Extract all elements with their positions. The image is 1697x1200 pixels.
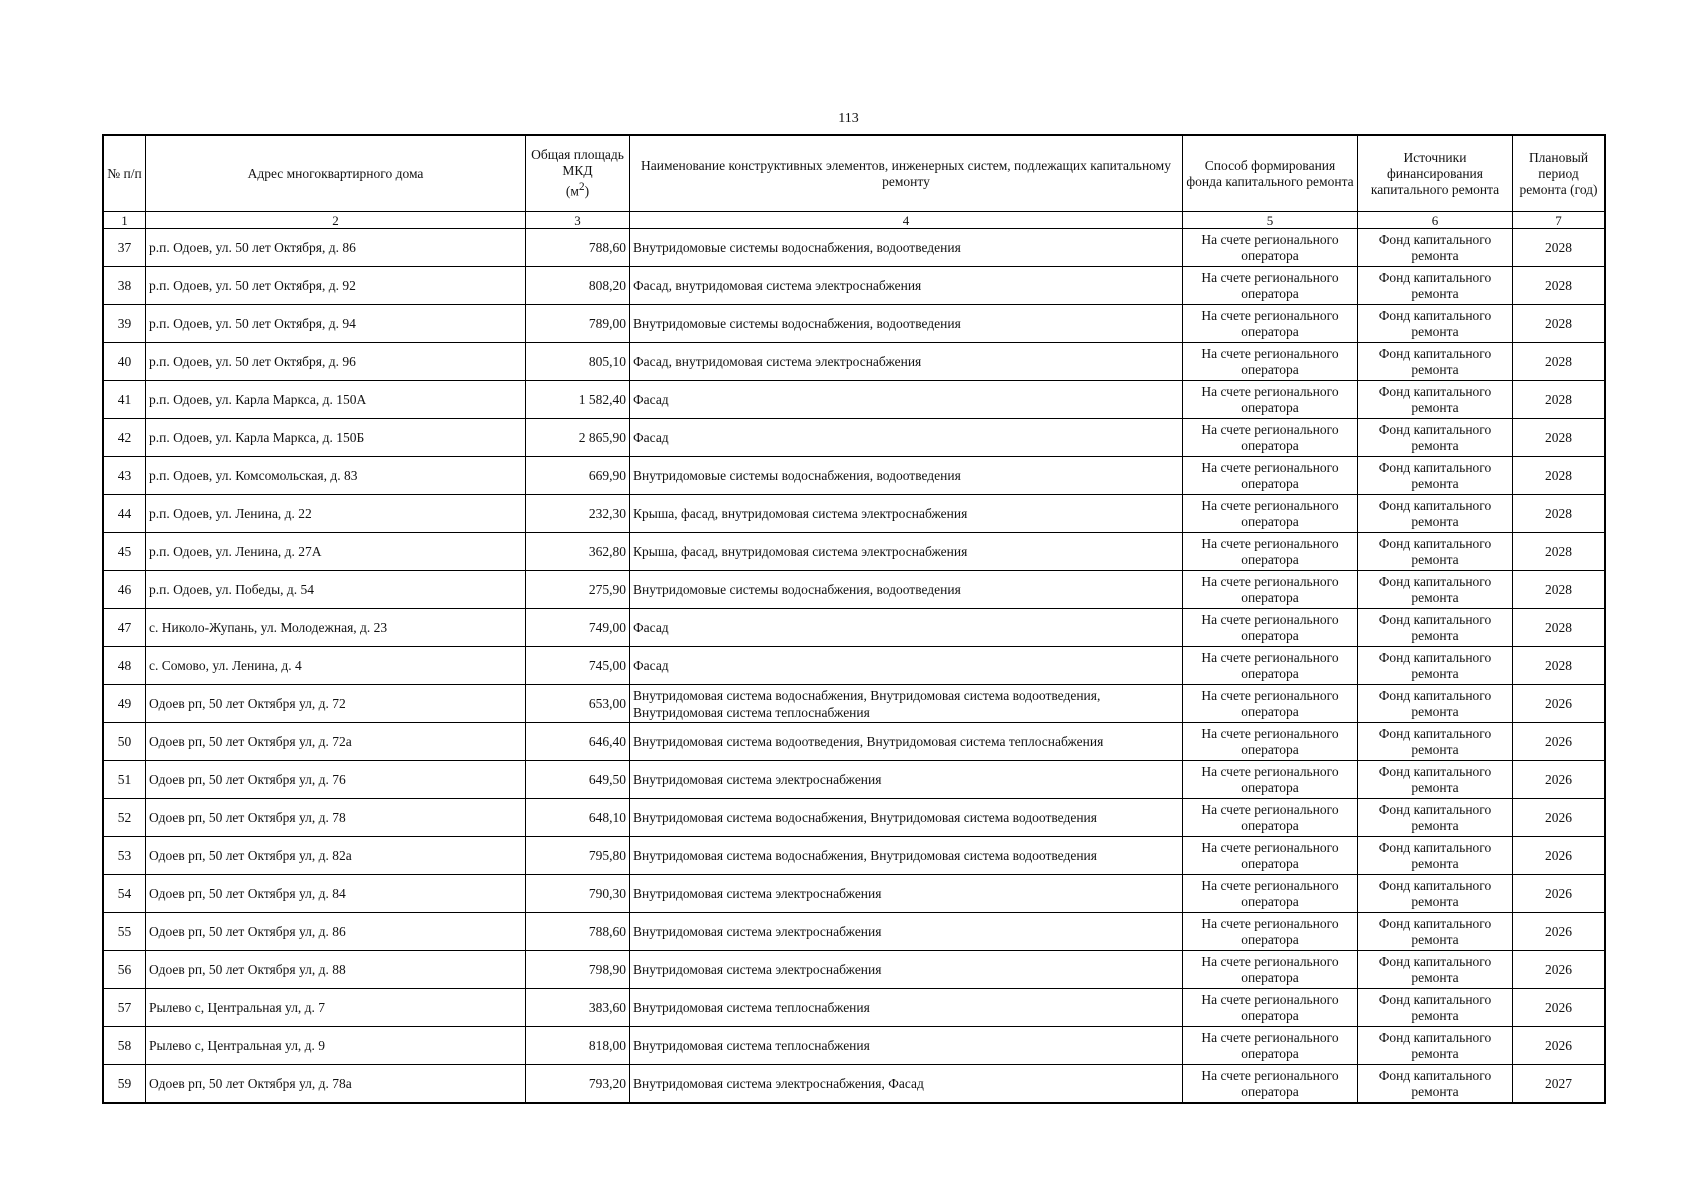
row-year: 2026: [1513, 723, 1605, 761]
row-year: 2028: [1513, 305, 1605, 343]
row-method: На счете регионального оператора: [1183, 1065, 1358, 1103]
row-method: На счете регионального оператора: [1183, 495, 1358, 533]
row-year: 2026: [1513, 761, 1605, 799]
row-address: Рылево с, Центральная ул, д. 9: [146, 1027, 526, 1065]
row-elements: Фасад: [630, 647, 1183, 685]
row-source: Фонд капитального ремонта: [1358, 723, 1513, 761]
row-year: 2026: [1513, 951, 1605, 989]
row-source: Фонд капитального ремонта: [1358, 989, 1513, 1027]
row-address: р.п. Одоев, ул. Карла Маркса, д. 150А: [146, 381, 526, 419]
row-method: На счете регионального оператора: [1183, 1027, 1358, 1065]
row-elements: Внутридомовая система водоснабжения, Внутридомовая система водоотведения, Внутридомовая система теплоснабжения: [630, 685, 1183, 723]
row-method: На счете регионального оператора: [1183, 609, 1358, 647]
row-number: 50: [104, 723, 146, 761]
row-area: 818,00: [526, 1027, 630, 1065]
row-elements: Крыша, фасад, внутридомовая система электроснабжения: [630, 533, 1183, 571]
row-method: На счете регионального оператора: [1183, 875, 1358, 913]
table-row: [104, 761, 1605, 799]
row-address: Одоев рп, 50 лет Октября ул, д. 86: [146, 913, 526, 951]
row-elements: Фасад: [630, 381, 1183, 419]
header-num: № п/п: [104, 136, 146, 212]
row-elements: Внутридомовая система электроснабжения: [630, 951, 1183, 989]
row-source: Фонд капитального ремонта: [1358, 609, 1513, 647]
row-elements: Фасад, внутридомовая система электроснабжения: [630, 343, 1183, 381]
row-address: Одоев рп, 50 лет Октября ул, д. 76: [146, 761, 526, 799]
row-area: 788,60: [526, 913, 630, 951]
column-number-row: [104, 212, 1605, 229]
row-elements: Внутридомовая система электроснабжения: [630, 875, 1183, 913]
row-address: р.п. Одоев, ул. Ленина, д. 27А: [146, 533, 526, 571]
row-source: Фонд капитального ремонта: [1358, 685, 1513, 723]
row-elements: Внутридомовые системы водоснабжения, водоотведения: [630, 305, 1183, 343]
row-elements: Фасад: [630, 419, 1183, 457]
row-area: 1 582,40: [526, 381, 630, 419]
header-area-unit: (м: [565, 183, 579, 199]
row-address: р.п. Одоев, ул. 50 лет Октября, д. 94: [146, 305, 526, 343]
row-method: На счете регионального оператора: [1183, 229, 1358, 267]
row-number: 51: [104, 761, 146, 799]
column-number: 1: [104, 212, 146, 229]
row-area: 232,30: [526, 495, 630, 533]
row-number: 49: [104, 685, 146, 723]
table-row: [104, 799, 1605, 837]
row-address: с. Николо-Жупань, ул. Молодежная, д. 23: [146, 609, 526, 647]
table-row: [104, 1065, 1605, 1103]
row-method: На счете регионального оператора: [1183, 381, 1358, 419]
row-number: 40: [104, 343, 146, 381]
row-elements: Внутридомовая система водоотведения, Внутридомовая система теплоснабжения: [630, 723, 1183, 761]
row-number: 41: [104, 381, 146, 419]
row-area: 790,30: [526, 875, 630, 913]
row-method: На счете регионального оператора: [1183, 913, 1358, 951]
row-year: 2026: [1513, 837, 1605, 875]
row-area: 383,60: [526, 989, 630, 1027]
table-row: [104, 647, 1605, 685]
row-area: 362,80: [526, 533, 630, 571]
row-year: 2028: [1513, 495, 1605, 533]
table-body: [104, 229, 1605, 1103]
row-source: Фонд капитального ремонта: [1358, 1027, 1513, 1065]
row-year: 2028: [1513, 533, 1605, 571]
row-method: На счете регионального оператора: [1183, 267, 1358, 305]
row-year: 2026: [1513, 913, 1605, 951]
row-number: 58: [104, 1027, 146, 1065]
table-row: [104, 875, 1605, 913]
row-elements: Внутридомовая система водоснабжения, Внутридомовая система водоотведения: [630, 799, 1183, 837]
row-address: р.п. Одоев, ул. 50 лет Октября, д. 96: [146, 343, 526, 381]
row-source: Фонд капитального ремонта: [1358, 267, 1513, 305]
row-year: 2028: [1513, 457, 1605, 495]
row-number: 37: [104, 229, 146, 267]
repair-schedule-table: [103, 135, 1605, 1103]
row-area: 653,00: [526, 685, 630, 723]
table-row: [104, 723, 1605, 761]
row-number: 42: [104, 419, 146, 457]
row-address: Одоев рп, 50 лет Октября ул, д. 78а: [146, 1065, 526, 1103]
row-area: 745,00: [526, 647, 630, 685]
row-elements: Внутридомовые системы водоснабжения, водоотведения: [630, 457, 1183, 495]
row-source: Фонд капитального ремонта: [1358, 1065, 1513, 1103]
table-row: [104, 533, 1605, 571]
row-area: 649,50: [526, 761, 630, 799]
row-source: Фонд капитального ремонта: [1358, 951, 1513, 989]
row-area: 798,90: [526, 951, 630, 989]
row-elements: Крыша, фасад, внутридомовая система электроснабжения: [630, 495, 1183, 533]
row-method: На счете регионального оператора: [1183, 799, 1358, 837]
table-row: [104, 685, 1605, 723]
row-source: Фонд капитального ремонта: [1358, 837, 1513, 875]
row-area: 669,90: [526, 457, 630, 495]
row-source: Фонд капитального ремонта: [1358, 875, 1513, 913]
row-area: 788,60: [526, 229, 630, 267]
row-address: Рылево с, Центральная ул, д. 7: [146, 989, 526, 1027]
row-number: 44: [104, 495, 146, 533]
row-area: 805,10: [526, 343, 630, 381]
row-number: 57: [104, 989, 146, 1027]
header-area-sup: 2: [578, 181, 585, 194]
table-row: [104, 951, 1605, 989]
header-area-close: ): [584, 183, 590, 199]
row-number: 39: [104, 305, 146, 343]
row-elements: Внутридомовые системы водоснабжения, водоотведения: [630, 229, 1183, 267]
row-source: Фонд капитального ремонта: [1358, 533, 1513, 571]
page-number: 113: [838, 111, 859, 126]
row-number: 56: [104, 951, 146, 989]
row-source: Фонд капитального ремонта: [1358, 761, 1513, 799]
row-address: р.п. Одоев, ул. Комсомольская, д. 83: [146, 457, 526, 495]
row-source: Фонд капитального ремонта: [1358, 343, 1513, 381]
header-period: Плановый период ремонта (год): [1513, 136, 1605, 212]
column-number: 3: [526, 212, 630, 229]
row-number: 47: [104, 609, 146, 647]
row-source: Фонд капитального ремонта: [1358, 647, 1513, 685]
row-number: 59: [104, 1065, 146, 1103]
row-elements: Внутридомовая система электроснабжения, Фасад: [630, 1065, 1183, 1103]
row-method: На счете регионального оператора: [1183, 457, 1358, 495]
row-year: 2026: [1513, 1027, 1605, 1065]
column-number: 7: [1513, 212, 1605, 229]
row-source: Фонд капитального ремонта: [1358, 419, 1513, 457]
table-row: [104, 343, 1605, 381]
table-row: [104, 571, 1605, 609]
table-row: [104, 381, 1605, 419]
column-number: 4: [630, 212, 1183, 229]
row-address: Одоев рп, 50 лет Октября ул, д. 82а: [146, 837, 526, 875]
table-row: [104, 1027, 1605, 1065]
row-address: р.п. Одоев, ул. Победы, д. 54: [146, 571, 526, 609]
row-source: Фонд капитального ремонта: [1358, 229, 1513, 267]
row-number: 43: [104, 457, 146, 495]
row-area: 808,20: [526, 267, 630, 305]
row-address: Одоев рп, 50 лет Октября ул, д. 72а: [146, 723, 526, 761]
row-elements: Фасад, внутридомовая система электроснабжения: [630, 267, 1183, 305]
table-row: [104, 229, 1605, 267]
table-row: [104, 457, 1605, 495]
row-area: 795,80: [526, 837, 630, 875]
table-row: [104, 419, 1605, 457]
row-elements: Внутридомовая система электроснабжения: [630, 761, 1183, 799]
row-area: 793,20: [526, 1065, 630, 1103]
row-method: На счете регионального оператора: [1183, 533, 1358, 571]
row-year: 2027: [1513, 1065, 1605, 1103]
row-number: 52: [104, 799, 146, 837]
table-row: [104, 495, 1605, 533]
header-row: [104, 136, 1605, 212]
row-area: 648,10: [526, 799, 630, 837]
column-number: 6: [1358, 212, 1513, 229]
row-year: 2026: [1513, 875, 1605, 913]
row-source: Фонд капитального ремонта: [1358, 495, 1513, 533]
row-elements: Фасад: [630, 609, 1183, 647]
row-year: 2028: [1513, 571, 1605, 609]
column-number: 2: [146, 212, 526, 229]
table-row: [104, 837, 1605, 875]
row-address: р.п. Одоев, ул. Ленина, д. 22: [146, 495, 526, 533]
row-elements: Внутридомовая система теплоснабжения: [630, 1027, 1183, 1065]
row-source: Фонд капитального ремонта: [1358, 457, 1513, 495]
row-number: 53: [104, 837, 146, 875]
row-source: Фонд капитального ремонта: [1358, 381, 1513, 419]
header-source: Источники финансирования капитального ремонта: [1358, 136, 1513, 212]
row-area: 749,00: [526, 609, 630, 647]
row-number: 38: [104, 267, 146, 305]
row-address: р.п. Одоев, ул. 50 лет Октября, д. 92: [146, 267, 526, 305]
row-source: Фонд капитального ремонта: [1358, 799, 1513, 837]
row-year: 2028: [1513, 419, 1605, 457]
table-row: [104, 267, 1605, 305]
row-area: 275,90: [526, 571, 630, 609]
row-year: 2026: [1513, 799, 1605, 837]
row-method: На счете регионального оператора: [1183, 837, 1358, 875]
row-year: 2028: [1513, 229, 1605, 267]
row-source: Фонд капитального ремонта: [1358, 913, 1513, 951]
header-address: Адрес многоквартирного дома: [146, 136, 526, 212]
row-elements: Внутридомовая система водоснабжения, Внутридомовая система водоотведения: [630, 837, 1183, 875]
header-method: Способ формирования фонда капитального ремонта: [1183, 136, 1358, 212]
column-number: 5: [1183, 212, 1358, 229]
row-method: На счете регионального оператора: [1183, 647, 1358, 685]
row-year: 2026: [1513, 685, 1605, 723]
row-address: Одоев рп, 50 лет Октября ул, д. 84: [146, 875, 526, 913]
row-method: На счете регионального оператора: [1183, 685, 1358, 723]
row-year: 2028: [1513, 381, 1605, 419]
row-address: р.п. Одоев, ул. 50 лет Октября, д. 86: [146, 229, 526, 267]
row-year: 2028: [1513, 267, 1605, 305]
row-method: На счете регионального оператора: [1183, 989, 1358, 1027]
row-number: 55: [104, 913, 146, 951]
header-area: [526, 136, 630, 212]
row-area: 789,00: [526, 305, 630, 343]
row-year: 2028: [1513, 343, 1605, 381]
row-address: Одоев рп, 50 лет Октября ул, д. 72: [146, 685, 526, 723]
row-elements: Внутридомовая система электроснабжения: [630, 913, 1183, 951]
header-area-main: Общая площадь МКД: [531, 147, 624, 179]
row-year: 2028: [1513, 609, 1605, 647]
row-year: 2028: [1513, 647, 1605, 685]
row-area: 2 865,90: [526, 419, 630, 457]
row-address: Одоев рп, 50 лет Октября ул, д. 88: [146, 951, 526, 989]
row-method: На счете регионального оператора: [1183, 419, 1358, 457]
row-address: с. Сомово, ул. Ленина, д. 4: [146, 647, 526, 685]
table-row: [104, 609, 1605, 647]
row-method: На счете регионального оператора: [1183, 571, 1358, 609]
row-method: На счете регионального оператора: [1183, 761, 1358, 799]
table-row: [104, 305, 1605, 343]
table-row: [104, 989, 1605, 1027]
row-source: Фонд капитального ремонта: [1358, 571, 1513, 609]
table-row: [104, 913, 1605, 951]
row-method: На счете регионального оператора: [1183, 343, 1358, 381]
row-method: На счете регионального оператора: [1183, 723, 1358, 761]
row-method: На счете регионального оператора: [1183, 305, 1358, 343]
row-number: 54: [104, 875, 146, 913]
row-elements: Внутридомовая система теплоснабжения: [630, 989, 1183, 1027]
row-number: 45: [104, 533, 146, 571]
row-number: 48: [104, 647, 146, 685]
header-elements: Наименование конструктивных элементов, инженерных систем, подлежащих капитальному ремонту: [630, 136, 1183, 212]
row-source: Фонд капитального ремонта: [1358, 305, 1513, 343]
row-number: 46: [104, 571, 146, 609]
row-area: 646,40: [526, 723, 630, 761]
row-method: На счете регионального оператора: [1183, 951, 1358, 989]
row-address: Одоев рп, 50 лет Октября ул, д. 78: [146, 799, 526, 837]
row-year: 2026: [1513, 989, 1605, 1027]
row-elements: Внутридомовые системы водоснабжения, водоотведения: [630, 571, 1183, 609]
row-address: р.п. Одоев, ул. Карла Маркса, д. 150Б: [146, 419, 526, 457]
